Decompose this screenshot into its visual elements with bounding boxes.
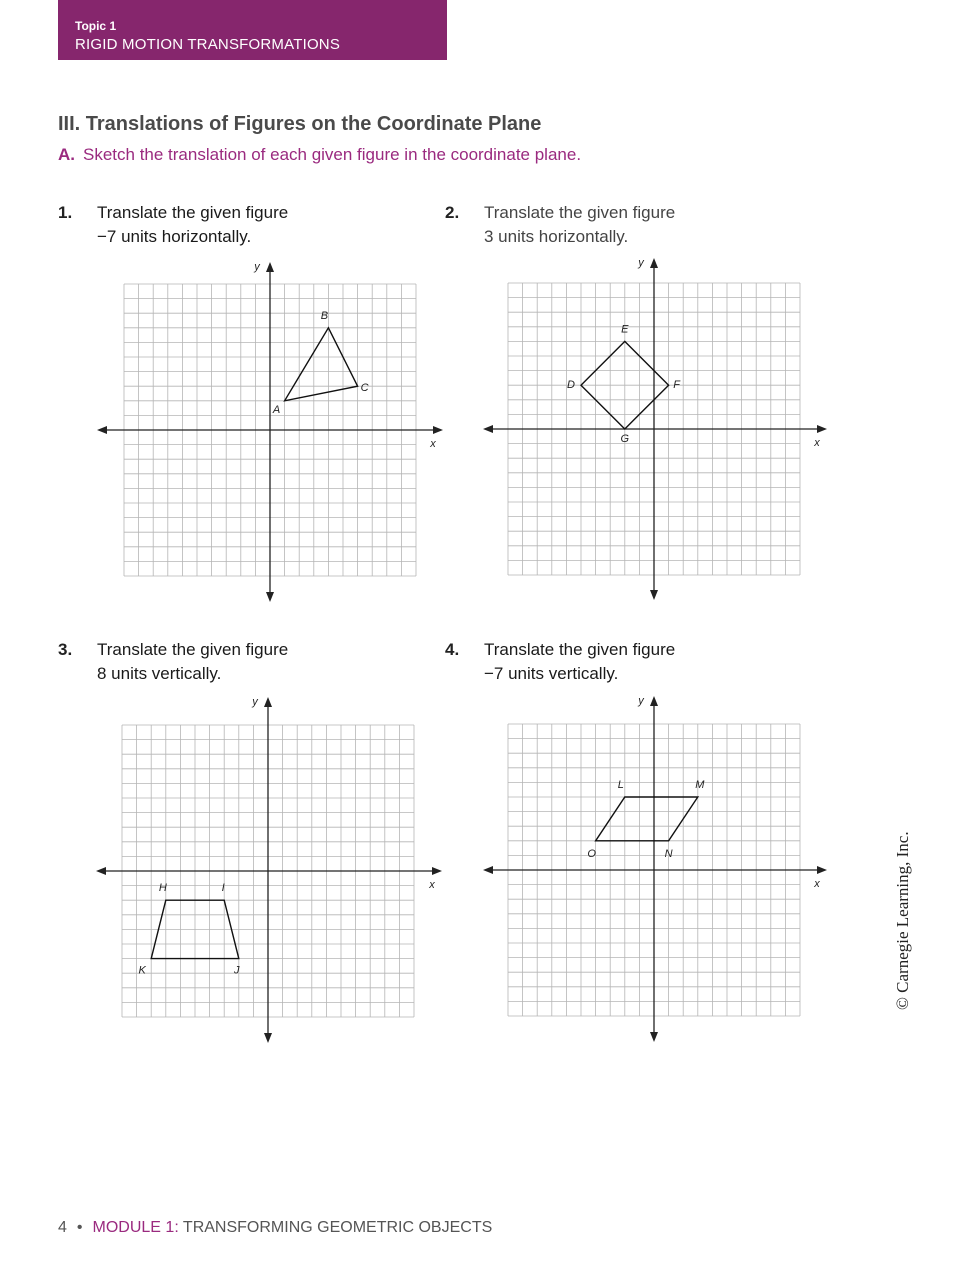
problem-2-line2: 3 units horizontally. [484, 227, 629, 246]
vertex-label-e: E [621, 323, 629, 336]
problem-3-number: 3. [58, 640, 73, 659]
vertex-label-o: O [587, 847, 596, 860]
problem-4-number: 4. [445, 640, 460, 659]
problem-4-line2: −7 units vertically. [484, 664, 619, 683]
figure-polygon [596, 797, 698, 841]
y-axis-label: y [638, 695, 644, 707]
x-axis-label: x [429, 879, 435, 891]
problem-3-line1: Translate the given figure [97, 640, 289, 659]
problem-2-number: 2. [445, 203, 460, 222]
module-title: TRANSFORMING GEOMETRIC OBJECTS [182, 1219, 493, 1236]
instruction-letter: A. [58, 145, 75, 164]
vertex-label-a: A [272, 403, 281, 416]
section-heading: III. Translations of Figures on the Coordinate Plane [58, 113, 542, 135]
problem-1-line2: −7 units horizontally. [97, 227, 252, 246]
page-number: 4 [58, 1219, 67, 1236]
y-axis-label: y [254, 261, 260, 273]
vertex-label-l: L [617, 779, 624, 791]
y-axis-arrow-down [650, 1032, 658, 1042]
vertex-label-k: K [138, 964, 146, 977]
problem-1-line1: Translate the given figure [97, 203, 289, 222]
problem-2-line1: Translate the given figure [484, 203, 676, 222]
x-axis-arrow-right [817, 866, 827, 874]
y-axis-label: y [638, 257, 644, 269]
x-axis-label: x [430, 438, 436, 450]
problem-4-line1: Translate the given figure [484, 640, 676, 659]
vertex-label-f: F [673, 379, 680, 392]
topic-label: Topic 1 [75, 19, 117, 33]
y-axis-label: y [252, 696, 258, 708]
x-axis-arrow-left [483, 866, 493, 874]
vertex-label-j: J [234, 964, 240, 977]
x-axis-label: x [814, 437, 820, 449]
vertex-label-h: H [158, 882, 167, 895]
vertex-label-g: G [620, 433, 630, 445]
topic-title: RIGID MOTION TRANSFORMATIONS [75, 36, 341, 53]
vertex-label-d: D [567, 379, 575, 392]
x-axis-label: x [814, 878, 820, 890]
vertex-label-i: I [221, 882, 225, 895]
vertex-label-b: B [320, 309, 329, 322]
problem-3-line2: 8 units vertically. [97, 664, 222, 683]
page-footer [58, 1219, 492, 1237]
y-axis-arrow-up [650, 696, 658, 706]
vertex-label-m: M [695, 779, 705, 791]
vertex-label-c: C [360, 382, 369, 395]
instruction-text: Sketch the translation of each given figure in the coordinate plane. [83, 145, 582, 164]
copyright-notice: © Carnegie Learning, Inc. [893, 831, 912, 1010]
module-label: MODULE 1: [92, 1219, 179, 1236]
footer-separator: • [76, 1219, 83, 1236]
vertex-label-n: N [664, 847, 673, 860]
problem-1-number: 1. [58, 203, 73, 222]
